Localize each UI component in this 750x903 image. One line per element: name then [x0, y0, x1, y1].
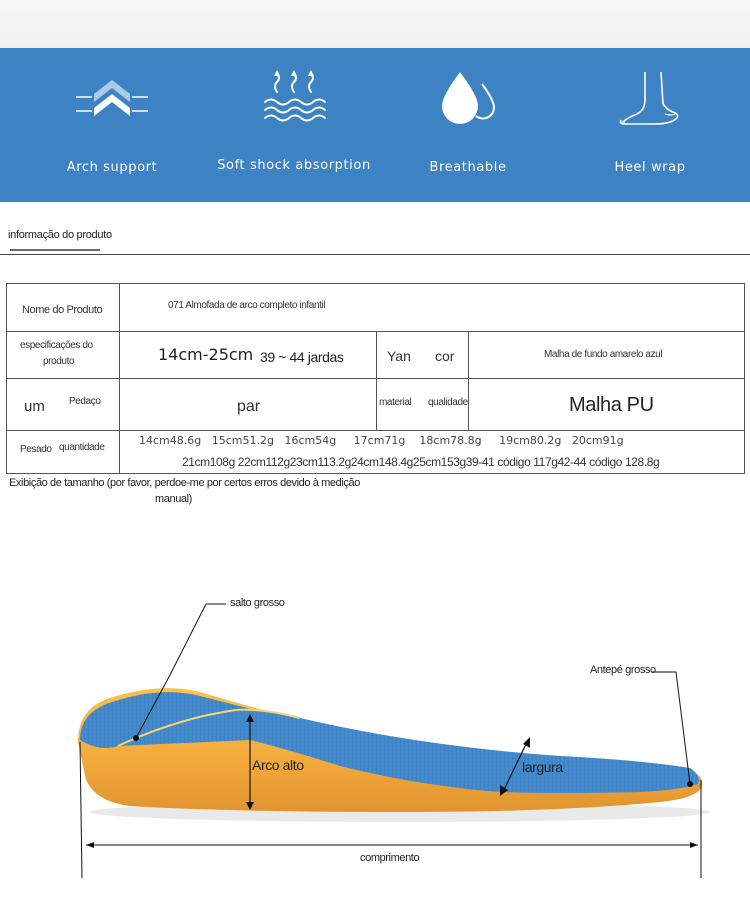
- section-divider: [0, 254, 750, 255]
- weights-line: 21cm108g 22cm112g23cm113.2g24cm148.4g25cm153g39-41 código 117g42-44 código 128.8g: [182, 455, 660, 469]
- feature-heel-wrap: [560, 48, 740, 202]
- feature-shock-absorption: [204, 48, 384, 202]
- spec-label-cell: [377, 379, 469, 431]
- feature-arch-support: [22, 48, 202, 202]
- shock-absorption-icon: [259, 70, 329, 126]
- spec-label: Pesado: [20, 444, 52, 455]
- product-name: 071 Almofada de arco completo infantil: [168, 300, 326, 311]
- color-value: Malha de fundo amarelo azul: [544, 349, 663, 360]
- feature-label: Breathable: [429, 160, 507, 175]
- spec-value-cell: [120, 431, 745, 474]
- width-label: largura: [522, 759, 563, 775]
- spec-value-cell: [120, 332, 377, 379]
- top-strip: [0, 0, 750, 48]
- size-note-line: manual): [155, 493, 192, 505]
- spec-label-cell: [7, 431, 120, 474]
- feature-banner: [0, 48, 750, 202]
- insole-diagram: [0, 580, 750, 898]
- foot-icon: [615, 70, 685, 130]
- size-sub: 39 ~ 44 jardas: [260, 349, 344, 365]
- spec-label: material: [379, 397, 412, 408]
- high-arch-label: Arco alto: [252, 757, 304, 773]
- spec-value-cell: [469, 379, 745, 431]
- spec-label: um: [24, 398, 45, 415]
- material-value: Malha PU: [569, 394, 654, 416]
- spec-label-cell: [377, 332, 469, 379]
- water-drops-icon: [438, 70, 498, 126]
- feature-label: Arch support: [66, 160, 158, 175]
- thick-forefoot-label: Antepé grosso: [590, 664, 656, 676]
- insole-illustration: [0, 580, 750, 898]
- spec-label-cell: [7, 379, 120, 431]
- spec-label-cell: [7, 332, 120, 379]
- spec-label: especificações do: [20, 340, 93, 351]
- spec-value-cell: [469, 332, 745, 379]
- section-title: informação do produto: [8, 229, 112, 241]
- feature-label: Soft shock absorption: [217, 158, 371, 173]
- spec-label: produto: [43, 356, 75, 367]
- spec-label: Yan: [387, 348, 411, 364]
- table-row: [7, 284, 745, 332]
- spec-value-cell: [120, 284, 745, 332]
- spec-label: quantidade: [59, 442, 105, 453]
- spec-label: Nome do Produto: [22, 304, 103, 316]
- weights-line: 14cm48.6g 15cm51.2g 16cm54g 17cm71g 18cm78.8g 19cm80.2g 20cm91g: [139, 434, 624, 447]
- unit-value: par: [237, 398, 261, 415]
- spec-label-cell: [7, 284, 120, 332]
- size-note-line: Exibição de tamanho (por favor, perdoe-me por certos erros devido à medição: [9, 477, 360, 489]
- table-row: [7, 431, 745, 474]
- table-row: [7, 379, 745, 431]
- size-range: 14cm-25cm: [158, 345, 254, 364]
- section-title-underline: [10, 249, 100, 251]
- length-label: comprimento: [360, 852, 420, 864]
- spec-value-cell: [120, 379, 377, 431]
- spec-label: qualidade: [428, 397, 468, 408]
- spec-label: Pedaço: [69, 396, 101, 407]
- product-spec-table: [6, 283, 745, 474]
- feature-label: Heel wrap: [614, 160, 686, 175]
- arch-support-icon: [72, 70, 152, 120]
- table-row: [7, 332, 745, 379]
- spec-label: cor: [435, 348, 455, 364]
- thick-heel-label: salto grosso: [230, 597, 285, 609]
- feature-breathable: [378, 48, 558, 202]
- size-note: [9, 475, 360, 507]
